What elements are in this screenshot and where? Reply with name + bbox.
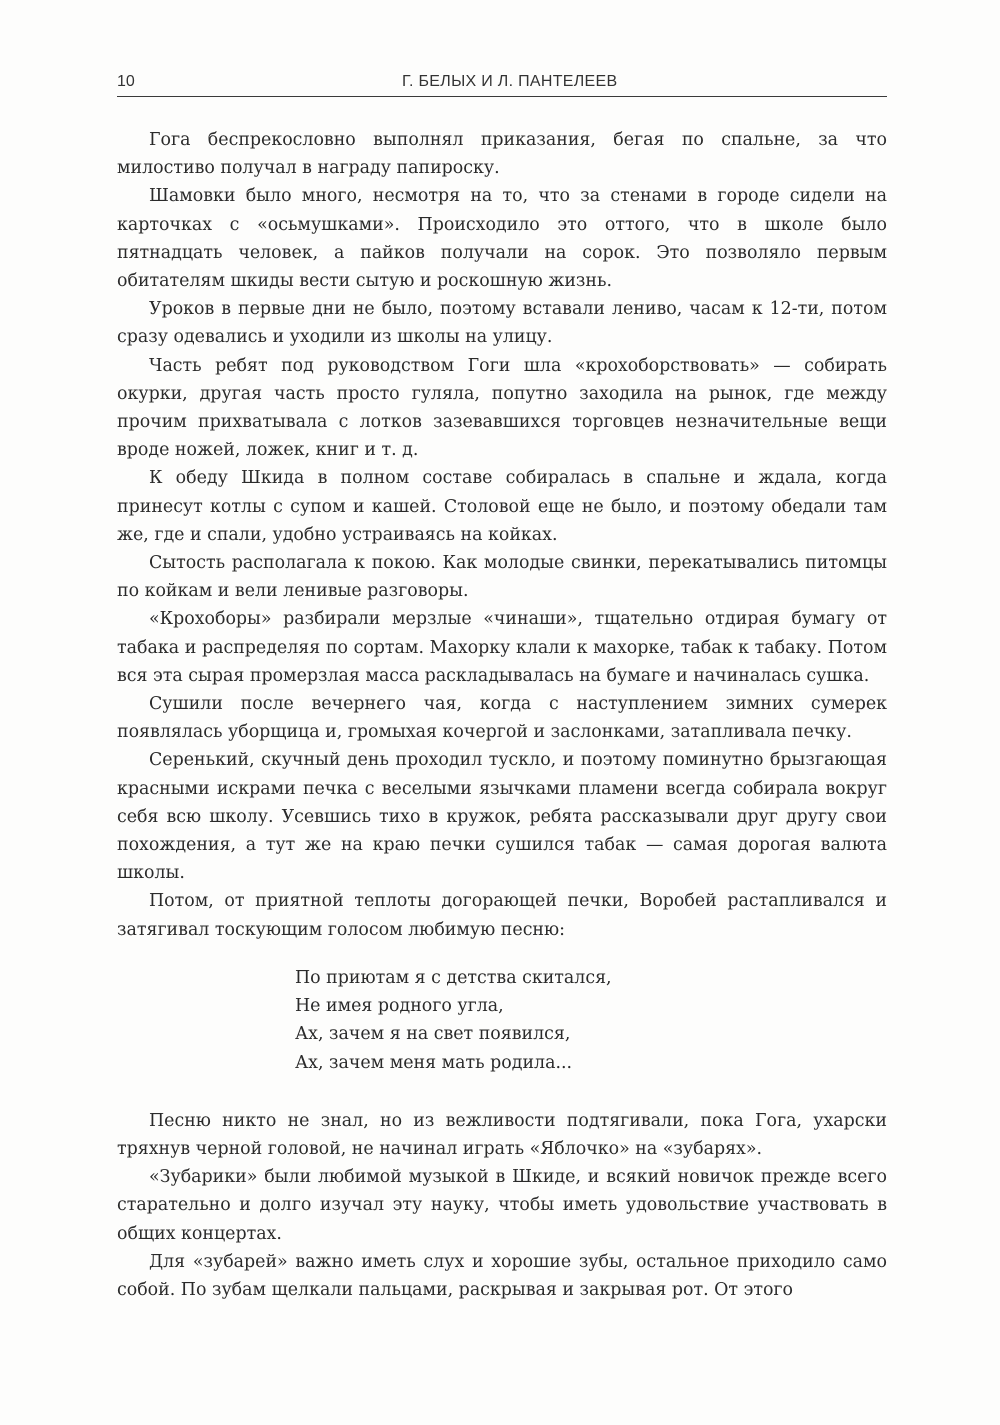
paragraph: Шамовки было много, несмотря на то, что за стенами в городе сидели на карточках с «осьмушками». Происходило это оттого, что в школе было пятнадцать человек, а пайков получали на сорок. Это позволяло первым обитателям шкиды вести сытую и роскошную жизнь.	[117, 186, 887, 292]
paragraph: Песню никто не знал, но из вежливости подтягивали, пока Гога, ухарски тряхнув черной головой, не начинал играть «Яблочко» на «зубарях».	[117, 1110, 887, 1159]
song-verse	[295, 964, 887, 1077]
paragraph: «Зубарики» были любимой музыкой в Шкиде, и всякий новичок прежде всего старательно и долго изучал эту науку, чтобы иметь удовольствие участвовать в общих концертах.	[117, 1167, 887, 1244]
paragraph: «Крохоборы» разбирали мерзлые «чинаши», тщательно отдирая бумагу от табака и распределяя по сортам. Махорку клали к махорке, табак к табаку. Потом вся эта сырая промерзлая масса раскладывалась на бумаге и начиналась сушка.	[117, 609, 887, 686]
running-header	[117, 68, 887, 97]
page-number: 10	[117, 73, 135, 90]
paragraph: Сушили после вечернего чая, когда с наступлением зимних сумерек появлялась уборщица и, громыхая кочергой и заслонками, затапливала печку.	[117, 694, 887, 743]
body-text	[117, 126, 887, 1304]
paragraph: Серенький, скучный день проходил тускло, и поэтому поминутно брызгающая красными искрами печка с веселыми язычками пламени всегда собирала вокруг себя всю школу. Усевшись тихо в кружок, ребята рассказывали друг другу свои похождения, а тут же на краю печки сушился табак — самая дорогая валюта школы.	[117, 750, 887, 884]
verse-line: Ах, зачем меня мать родила...	[295, 1052, 573, 1073]
paragraph: Часть ребят под руководством Гоги шла «крохоборствовать» — собирать окурки, другая часть просто гуляла, попутно заходила на рынок, где между прочим прихватывала с лотков зазевавшихся торговцев незначительные вещи вроде ножей, ложек, книг и т. д.	[117, 355, 887, 461]
verse-line: Ах, зачем я на свет появился,	[295, 1024, 571, 1045]
paragraph: К обеду Шкида в полном составе собиралась в спальне и ждала, когда принесут котлы с супом и кашей. Столовой еще не было, и поэтому обедали там же, где и спали, удобно устраиваясь на койках.	[117, 468, 887, 545]
paragraph: Уроков в первые дни не было, поэтому вставали лениво, часам к 12-ти, потом сразу одевались и уходили из школы на улицу.	[117, 299, 887, 348]
paragraph: Сытость располагала к покою. Как молодые свинки, перекатывались питомцы по койкам и вели ленивые разговоры.	[117, 553, 887, 602]
paragraph: Для «зубарей» важно иметь слух и хорошие зубы, остальное приходило само собой. По зубам щелкали пальцами, раскрывая и закрывая рот. От этого	[117, 1251, 887, 1300]
running-title: Г. БЕЛЫХ И Л. ПАНТЕЛЕЕВ	[402, 73, 618, 90]
paragraph: Гога беспрекословно выполнял приказания, бегая по спальне, за что милостиво получал в награду папироску.	[117, 130, 887, 179]
verse-line: Не имея родного угла,	[295, 996, 504, 1017]
paragraph: Потом, от приятной теплоты догорающей печки, Воробей растапливался и затягивал тоскующим голосом любимую песню:	[117, 891, 887, 940]
verse-line: По приютам я с детства скитался,	[295, 967, 612, 988]
